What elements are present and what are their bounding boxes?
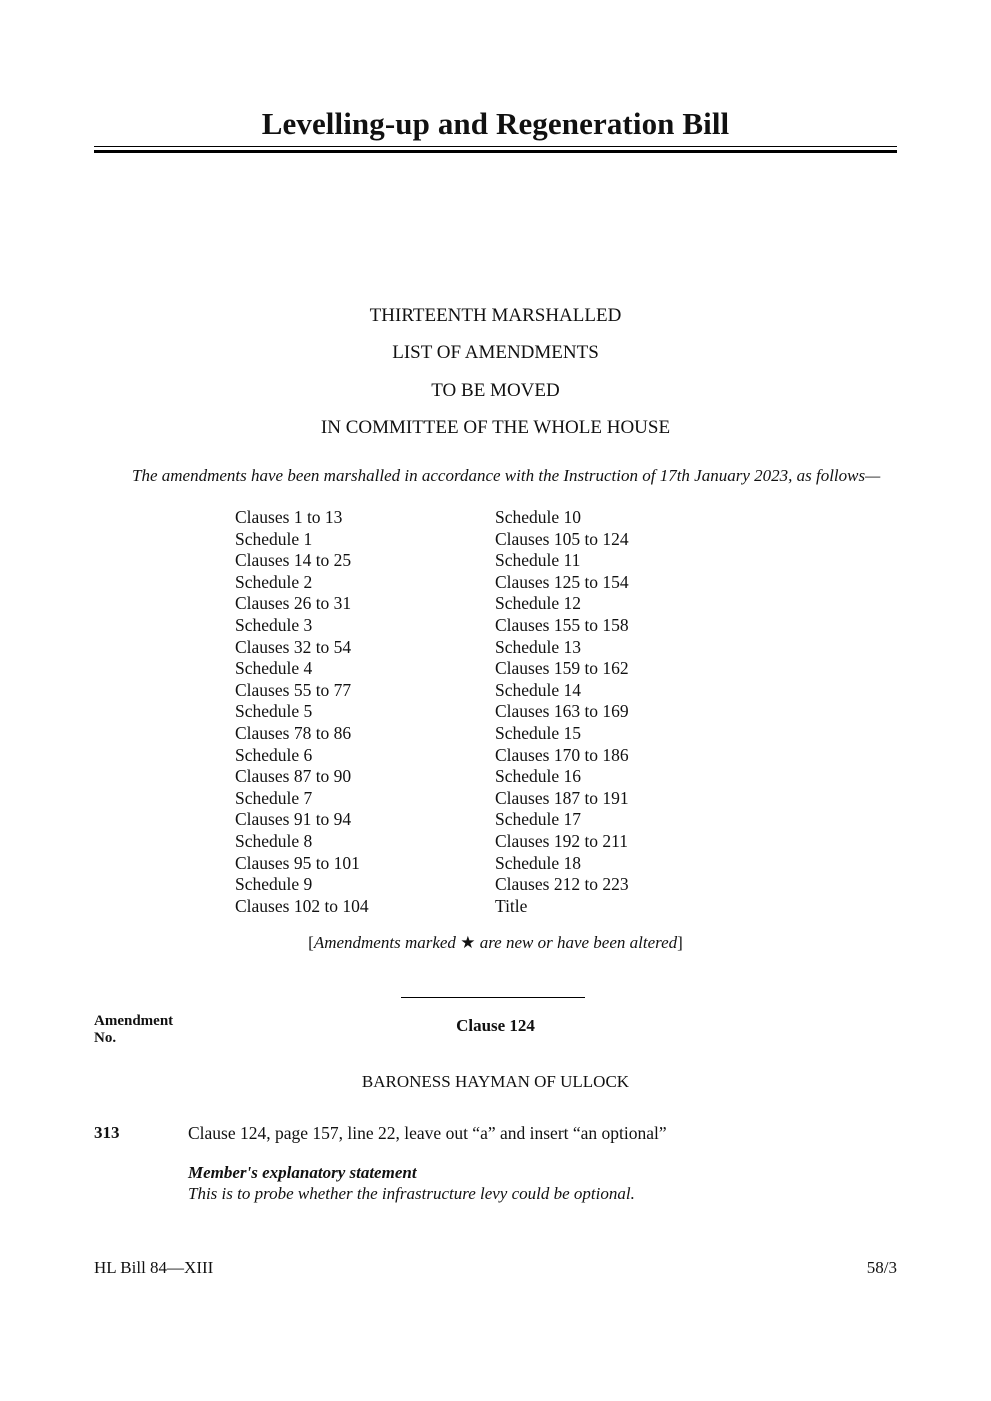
order-item: Schedule 9 (235, 874, 313, 895)
order-item: Schedule 18 (495, 852, 582, 873)
bracket-open: [ (308, 933, 314, 952)
bracket-close: ] (677, 933, 683, 952)
order-item: Schedule 15 (495, 722, 582, 743)
order-item: Clauses 55 to 77 (235, 679, 352, 700)
amendment-text: Clause 124, page 157, line 22, leave out “a” and insert “an optional” (188, 1123, 667, 1143)
bill-title: Levelling-up and Regeneration Bill (261, 106, 730, 141)
marshalling-intro (94, 465, 897, 486)
order-item: Clauses 192 to 211 (495, 830, 629, 851)
member-name: BARONESS HAYMAN OF ULLOCK (361, 1072, 630, 1091)
order-item: Clauses 170 to 186 (495, 744, 629, 765)
heading-line-2: LIST OF AMENDMENTS (392, 342, 599, 363)
order-item: Clauses 32 to 54 (235, 636, 352, 657)
heading-line-1: THIRTEENTH MARSHALLED (369, 305, 622, 326)
amendment-label-line-1: Amendment (94, 1013, 174, 1029)
title-rule-thick (94, 150, 897, 153)
footer-page-ref: 58/3 (866, 1258, 897, 1277)
clause-heading: Clause 124 (456, 1016, 535, 1035)
order-item: Schedule 11 (495, 550, 581, 571)
order-item: Clauses 26 to 31 (235, 593, 352, 614)
order-item: Clauses 78 to 86 (235, 722, 352, 743)
amendment-number: 313 (94, 1123, 120, 1142)
order-item: Clauses 125 to 154 (495, 571, 629, 592)
order-list-left (235, 507, 369, 917)
intro-text: The amendments have been marshalled in accordance with the Instruction of 17th January 2023, as follows— (132, 466, 881, 485)
order-item: Schedule 4 (235, 658, 313, 679)
footer-bill-ref: HL Bill 84—XIII (94, 1258, 214, 1277)
order-item: Schedule 2 (235, 571, 313, 592)
heading-line-3: TO BE MOVED (431, 380, 560, 401)
order-item: Title (495, 895, 528, 916)
order-item: Clauses 155 to 158 (495, 614, 629, 635)
order-item: Clauses 87 to 90 (235, 766, 352, 787)
order-item: Schedule 6 (235, 744, 313, 765)
order-item: Schedule 14 (495, 679, 582, 700)
explanatory-statement-heading: Member's explanatory statement (188, 1163, 417, 1182)
order-item: Schedule 1 (235, 528, 313, 549)
heading-line-4: IN COMMITTEE OF THE WHOLE HOUSE (320, 417, 671, 438)
title-rule-thin (94, 146, 897, 147)
order-list-right (495, 507, 629, 917)
order-item: Schedule 13 (495, 636, 582, 657)
order-item: Schedule 17 (495, 809, 582, 830)
order-item: Clauses 105 to 124 (495, 528, 629, 549)
explanatory-statement-text: This is to probe whether the infrastructure levy could be optional. (188, 1184, 635, 1203)
order-item: Clauses 159 to 162 (495, 658, 629, 679)
order-item: Clauses 91 to 94 (235, 809, 352, 830)
order-item: Clauses 102 to 104 (235, 895, 369, 916)
order-item: Clauses 14 to 25 (235, 550, 352, 571)
altered-amendments-note (0, 933, 991, 953)
section-separator (401, 997, 585, 998)
order-item: Schedule 16 (495, 766, 582, 787)
order-item: Schedule 7 (235, 787, 313, 808)
note-text-after: are new or have been altered (475, 933, 678, 952)
order-item: Clauses 212 to 223 (495, 874, 629, 895)
order-item: Clauses 163 to 169 (495, 701, 629, 722)
order-item: Clauses 1 to 13 (235, 507, 343, 527)
order-item: Clauses 95 to 101 (235, 852, 360, 873)
note-text-before: Amendments marked (313, 933, 461, 952)
order-item: Schedule 5 (235, 701, 313, 722)
order-item: Schedule 10 (495, 507, 582, 527)
order-item: Schedule 8 (235, 830, 313, 851)
star-icon: ★ (460, 933, 476, 952)
order-item: Schedule 12 (495, 593, 582, 614)
order-item: Schedule 3 (235, 614, 313, 635)
order-item: Clauses 187 to 191 (495, 787, 629, 808)
amendment-label-line-2: No. (94, 1030, 117, 1046)
